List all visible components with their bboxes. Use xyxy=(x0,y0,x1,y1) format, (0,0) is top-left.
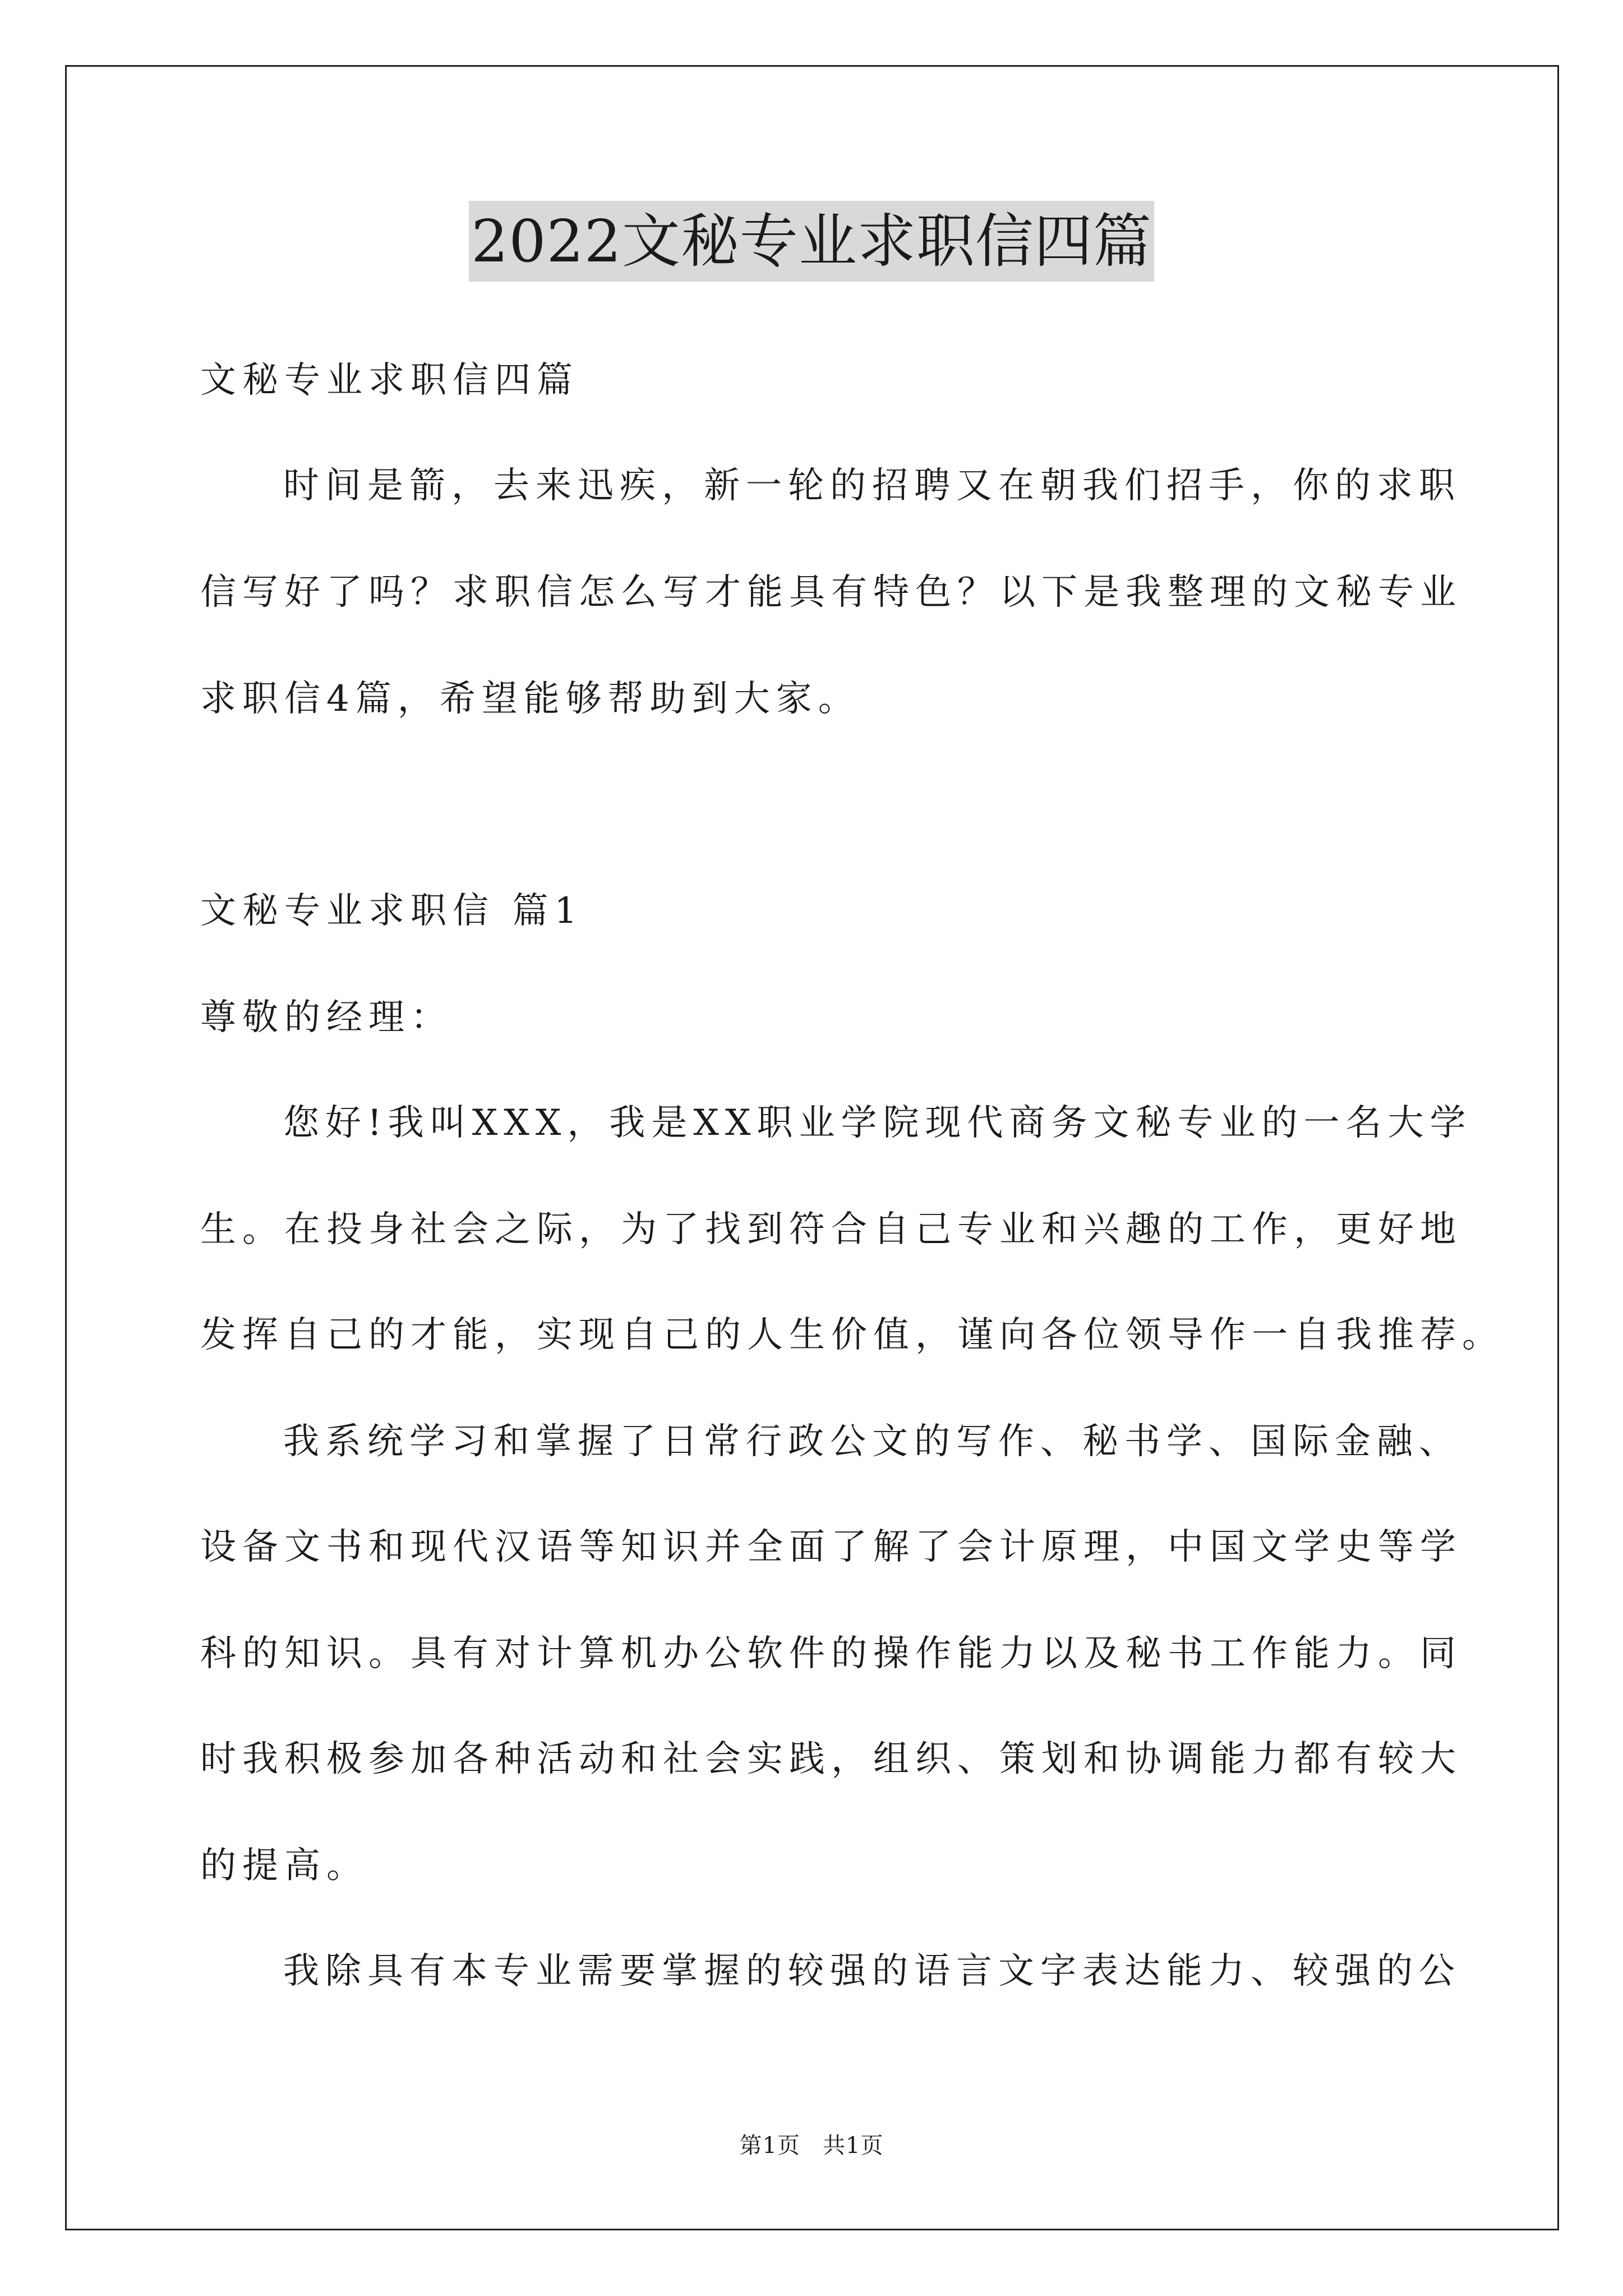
body-line-4: 我系统学习和掌握了日常行政公文的写作、秘书学、国际金融、 xyxy=(283,1421,1461,1462)
body-line-7: 时我积极参加各种活动和社会实践，组织、策划和协调能力都有较大 xyxy=(200,1738,1462,1780)
document-subtitle: 文秘专业求职信四篇 xyxy=(200,360,579,401)
body-line-8: 的提高。 xyxy=(200,1845,368,1887)
body-line-1: 您好!我叫XXX，我是XX职业学院现代商务文秘专业的一名大学 xyxy=(283,1102,1472,1144)
section-heading: 文秘专业求职信 篇1 xyxy=(200,890,584,932)
page-footer xyxy=(0,2132,1623,2160)
body-line-9: 我除具有本专业需要掌握的较强的语言文字表达能力、较强的公 xyxy=(283,1950,1461,1992)
page-total: 共1页 xyxy=(823,2133,884,2159)
document-title: 2022文秘专业求职信四篇 xyxy=(469,201,1154,282)
title-wrapper xyxy=(200,201,1423,282)
intro-line-2: 信写好了吗？求职信怎么写才能具有特色？以下是我整理的文秘专业 xyxy=(200,572,1462,613)
intro-line-3: 求职信4篇，希望能够帮助到大家。 xyxy=(200,678,860,720)
body-line-3: 发挥自己的才能，实现自己的人生价值，谨向各位领导作一自我推荐。 xyxy=(200,1314,1504,1356)
body-line-6: 科的知识。具有对计算机办公软件的操作能力以及秘书工作能力。同 xyxy=(200,1633,1462,1674)
body-line-2: 生。在投身社会之际，为了找到符合自己专业和兴趣的工作，更好地 xyxy=(200,1209,1462,1250)
intro-line-1: 时间是箭，去来迅疾，新一轮的招聘又在朝我们招手，你的求职 xyxy=(283,465,1461,507)
page-number: 第1页 xyxy=(739,2133,800,2159)
body-line-5: 设备文书和现代汉语等知识并全面了解了会计原理，中国文学史等学 xyxy=(200,1526,1462,1568)
salutation: 尊敬的经理： xyxy=(200,997,453,1038)
